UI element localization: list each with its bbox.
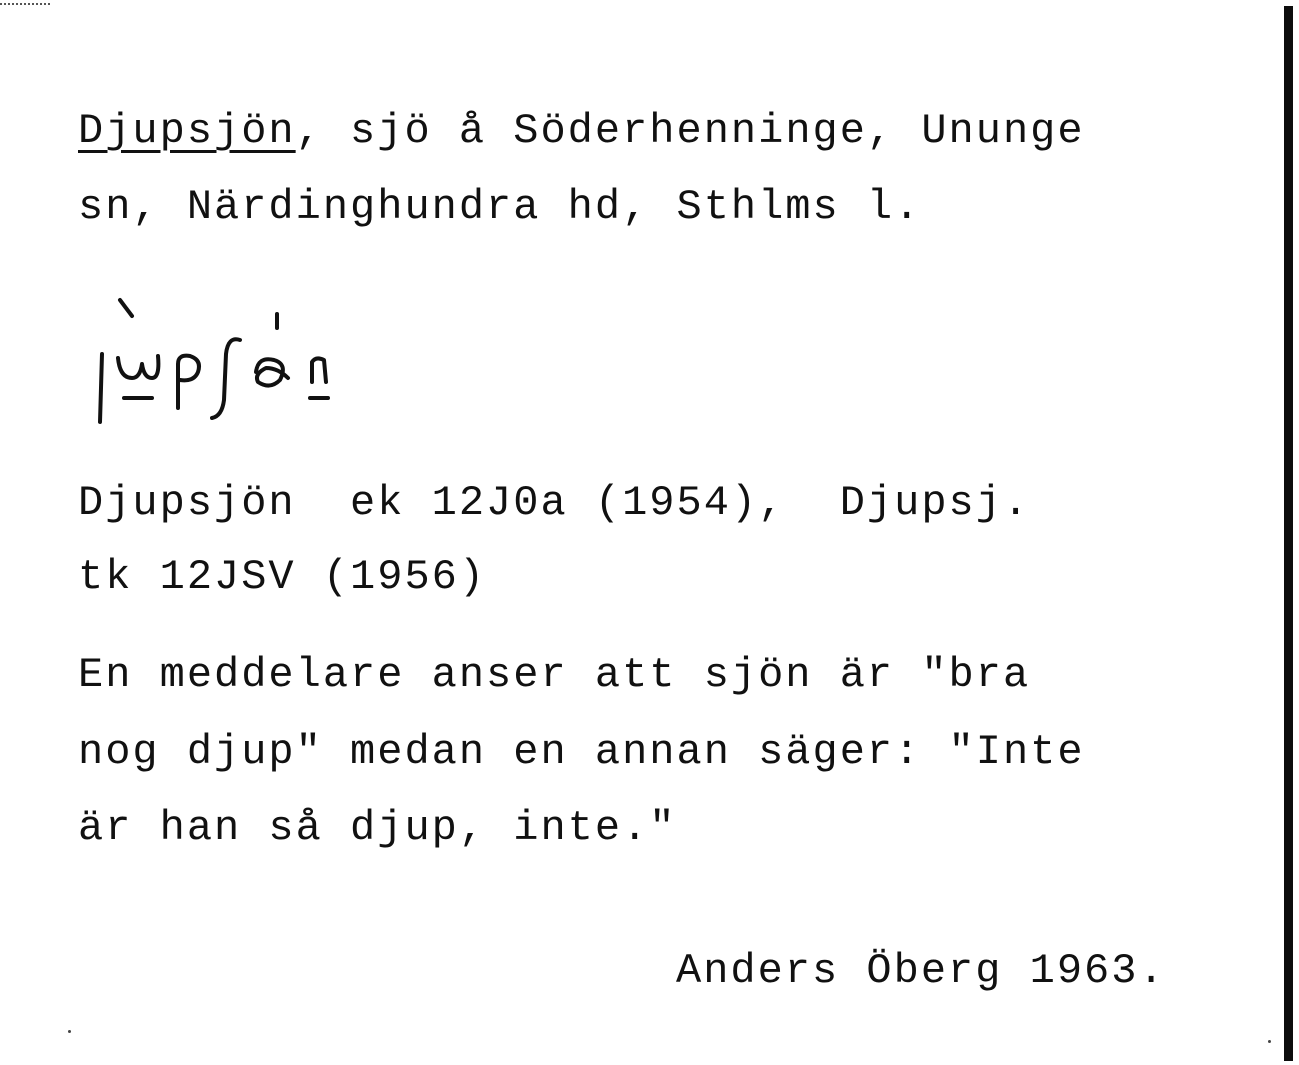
headword: Djupsjön [78, 107, 296, 155]
note-line-1: En meddelare anser att sjön är "bra [78, 651, 1031, 699]
source-line-2: tk 12JSV (1956) [78, 553, 487, 601]
note-line-3: är han så djup, inte." [78, 804, 677, 852]
entry-location: , sjö å Söderhenninge, Ununge [295, 107, 1085, 155]
entry-line-2: sn, Närdinghundra hd, Sthlms l. [78, 183, 922, 231]
handwritten-phonetic-transcription [80, 290, 370, 440]
top-edge-marks [0, 3, 50, 7]
source-line-1: Djupsjön ek 12J0a (1954), Djupsj. [78, 479, 1031, 527]
note-line-2: nog djup" medan en annan säger: "Inte [78, 728, 1085, 776]
entry-line-1 [78, 107, 1085, 155]
signature: Anders Öberg 1963. [676, 947, 1166, 995]
speck [1268, 1040, 1271, 1043]
card-right-edge [1284, 6, 1293, 1061]
speck [68, 1030, 71, 1033]
